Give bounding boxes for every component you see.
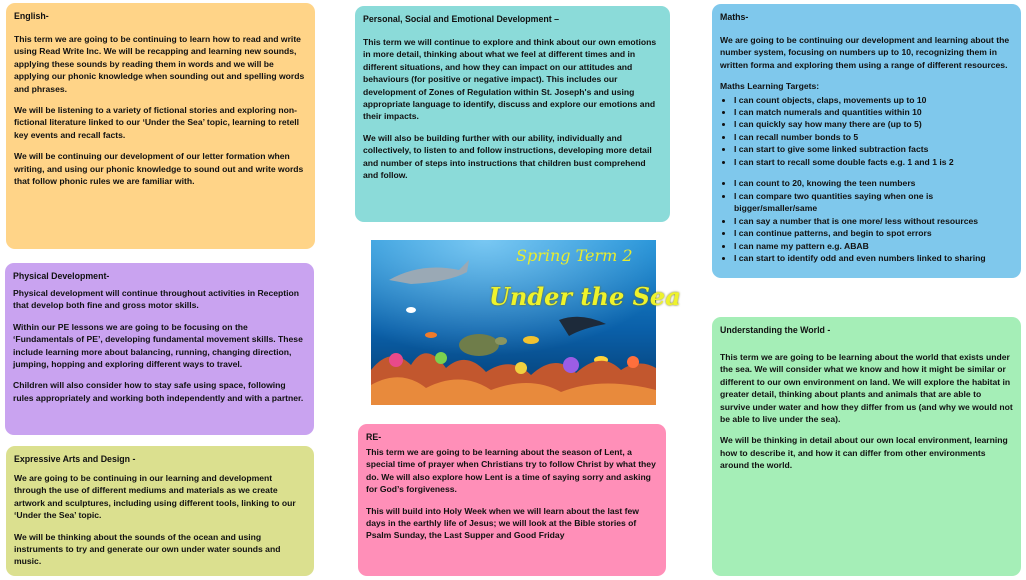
list-item: • I can match numerals and quantities within 10 xyxy=(734,106,1013,118)
english-panel xyxy=(6,3,315,249)
physical-title: Physical Development- xyxy=(13,271,110,281)
maths-intro: We are going to be continuing our development and learning about the number system, focusing on numbers up to 10, recognizing them in written forma and exploring them using a range of different resources. xyxy=(720,34,1010,70)
pse-panel xyxy=(355,6,670,222)
physical-paragraph-1: Physical development will continue throughout activities in Reception that develop both fine and gross motor skills. xyxy=(13,287,300,311)
banner-line-1: Spring Term 2 xyxy=(516,246,633,265)
list-item: • I can recall number bonds to 5 xyxy=(734,131,1013,143)
maths-targets-title: Maths Learning Targets: xyxy=(720,81,820,92)
english-title: English- xyxy=(14,11,49,21)
ead-panel xyxy=(6,446,314,576)
ead-title: Expressive Arts and Design - xyxy=(14,454,136,464)
world-title: Understanding the World - xyxy=(720,325,831,335)
pse-paragraph-1: This term we will continue to explore and think about our own emotions in more detail, thinking about what we feel at different times and in different situations, and how they can impact on our attitudes and behaviours (for positive or negative impact). This includes our development of Zones of Regulation within St. Joseph's and using appropriate language to identify, discuss and explore our emotions and their impacts. xyxy=(363,36,657,122)
ead-paragraph-2: We will be thinking about the sounds of the ocean and using instruments to try and generate our own under water sounds and music. xyxy=(14,531,281,567)
world-paragraph-1: This term we are going to be learning about the world that exists under the sea. We will consider what we know and how it might be similar or different to our own environment on land. We will explore the habitat in greater detail, thinking about plants and animals that are able to survive under water and how they differ from us (and why we would not be able to live under the sea). xyxy=(720,351,1013,425)
list-item: • I can count to 20, knowing the teen numbers xyxy=(734,177,1013,189)
list-item: • I can start to recall some double facts e.g. 1 and 1 is 2 xyxy=(734,156,1013,168)
physical-paragraph-3: Children will also consider how to stay safe using space, following rules appropriately and working both independently and with a partner. xyxy=(13,380,304,403)
banner-line-2: Under the Sea xyxy=(489,282,681,311)
maths-targets-list-b xyxy=(720,177,1013,264)
list-item: • I can name my pattern e.g. ABAB xyxy=(734,240,1013,252)
list-item: • I can start to identify odd and even numbers linked to sharing xyxy=(734,252,1013,264)
maths-targets-list-a xyxy=(720,94,1013,169)
list-item: • I can count objects, claps, movements up to 10 xyxy=(734,94,1013,106)
re-title: RE- xyxy=(366,432,382,442)
pse-paragraph-2: We will also be building further with our ability, individually and collectively, to listen to and follow instructions, developing more detail and number of steps into instructions that children bust comprehend and follow. xyxy=(363,132,652,181)
physical-paragraph-2: Within our PE lessons we are going to be focusing on the ‘Fundamentals of PE’, developing fundamental movement skills. These include learning more about balancing, running, changing direction, jumping, hopping and exploring different ways to travel. xyxy=(13,321,303,370)
english-paragraph-2: We will be listening to a variety of fictional stories and exploring non-fictional literature linked to our ‘Under the Sea’ topic, learning to retell key events and recall facts. xyxy=(14,105,300,140)
maths-panel xyxy=(712,4,1021,278)
ead-paragraph-1: We are going to be continuing in our learning and development through the use of different mediums and materials as we create artwork and sculptures, including using different tools, linking to our ‘Under the Sea’ topic. xyxy=(14,472,296,521)
re-paragraph-2: This will build into Holy Week when we will learn about the last few days in the earthly life of Jesus; we will look at the Bible stories of Psalm Sunday, the Last Supper and Good Friday xyxy=(366,505,639,541)
list-item: • I can quickly say how many there are (up to 5) xyxy=(734,118,1013,130)
physical-panel xyxy=(5,263,314,435)
list-item: • I can continue patterns, and begin to spot errors xyxy=(734,227,1013,239)
english-paragraph-1: This term we are going to be continuing to learn how to read and write using Read Write Inc. We will be recapping and learning new sounds, applying these sounds by reading them in words and we will be applying our phonic knowledge when sounding out and spelling words and phrases. xyxy=(14,33,305,94)
world-panel xyxy=(712,317,1021,576)
re-panel xyxy=(358,424,666,576)
pse-title: Personal, Social and Emotional Development – xyxy=(363,14,560,24)
list-item: • I can compare two quantities saying when one is bigger/smaller/same xyxy=(734,190,1013,215)
maths-title: Maths- xyxy=(720,12,749,22)
world-paragraph-2: We will be thinking in detail about our own local environment, learning how to describe it, and how it can differ from other environments around the world. xyxy=(720,435,1008,471)
english-paragraph-3: We will be continuing our development of our letter formation when writing, and using our phonic knowledge to sound out and write words that follow phonic rules we are familiar with. xyxy=(14,151,304,187)
list-item: • I can say a number that is one more/ less without resources xyxy=(734,215,1013,227)
under-the-sea-banner xyxy=(371,240,681,405)
list-item: • I can start to give some linked subtraction facts xyxy=(734,143,1013,155)
re-paragraph-1: This term we are going to be learning about the season of Lent, a special time of prayer when Christians try to follow Christ by what they do. We will also explore how Lent is a time of saying sorry and asking for God’s forgiveness. xyxy=(366,446,656,495)
